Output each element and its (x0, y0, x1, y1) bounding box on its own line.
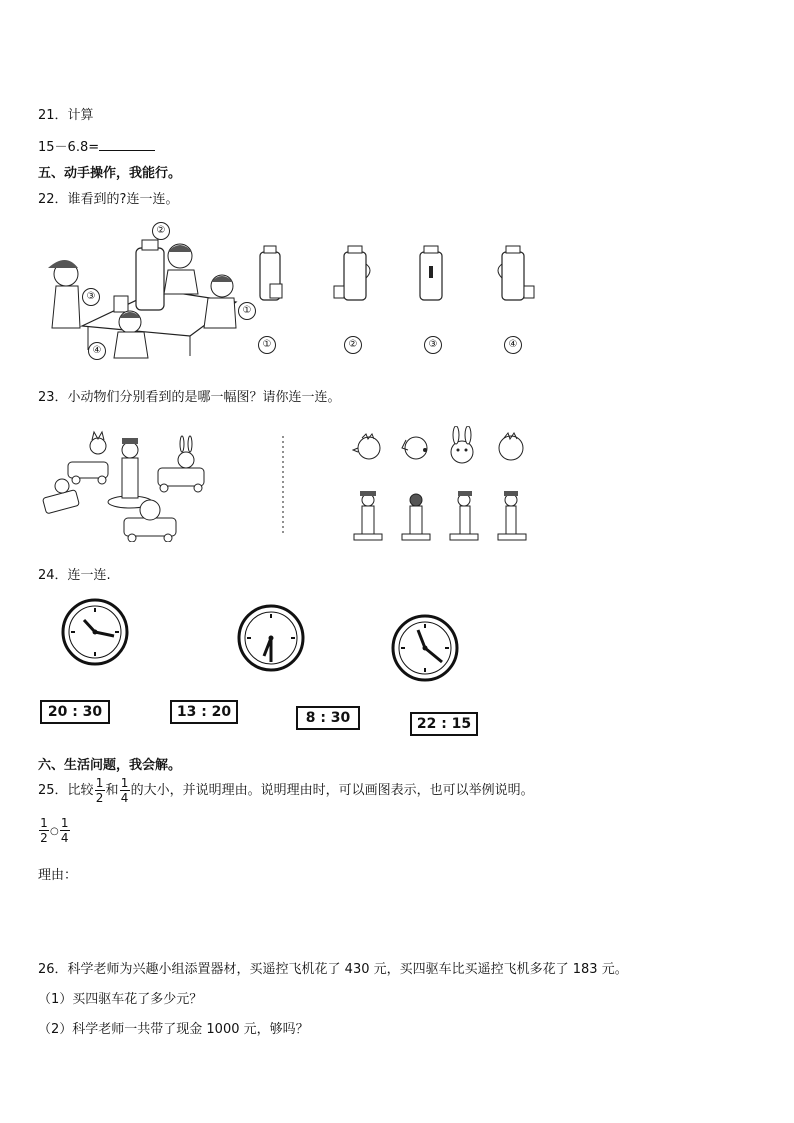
clock-face-1[interactable] (60, 598, 130, 666)
time-box-4[interactable]: 22 : 15 (410, 712, 478, 736)
table-scene-illustration (40, 218, 240, 360)
fraction-one-quarter: $\frac{1}{4}$ (120, 776, 129, 805)
position-label-4: ④ (88, 342, 106, 360)
animal-view-rabbit-icon[interactable] (444, 426, 480, 466)
animal-view-chick-back-icon[interactable] (494, 430, 528, 464)
view-label-2: ② (344, 336, 362, 354)
police-view-3-icon[interactable] (446, 488, 482, 542)
view-option-3-thermos[interactable] (416, 242, 446, 302)
view-label-1: ① (258, 336, 276, 354)
q25-suffix: 的大小，并说明理由。说明理由时，可以画图表示，也可以举例说明。 (130, 783, 534, 798)
police-view-2-icon[interactable] (398, 488, 434, 542)
q26-text: 26．科学老师为兴趣小组添置器材，买遥控飞机花了 430 元，买四驱车比买遥控飞机多花了 183 元。 (38, 962, 628, 977)
animal-view-chick-icon[interactable] (352, 430, 386, 464)
view-option-4-thermos[interactable] (494, 242, 538, 302)
q21-expression (38, 136, 155, 155)
q25-prefix: 25．比较 (38, 783, 94, 798)
q25-reason-label: 理由： (38, 868, 78, 883)
fraction-one-half-compare: $\frac{1}{2}$ (40, 816, 48, 845)
section-5-heading: 五、动手操作，我能行。 (38, 166, 182, 181)
dotted-divider (280, 436, 286, 534)
clock-face-2[interactable] (236, 604, 306, 672)
q21-expr: 15－6.8= (38, 140, 100, 155)
section-6-heading: 六、生活问题，我会解。 (38, 758, 182, 773)
animal-view-puppy-icon[interactable] (398, 430, 432, 464)
q25-comparison (38, 816, 71, 846)
compare-circle[interactable]: ○ (50, 826, 59, 837)
view-label-4: ④ (504, 336, 522, 354)
clock-face-3[interactable] (390, 614, 460, 682)
q26-sub-2: （2）科学老师一共带了现金 1000 元，够吗？ (38, 1022, 309, 1037)
position-label-1: ① (238, 302, 256, 320)
answer-blank[interactable] (99, 138, 155, 151)
q26-sub-1: （1）买四驱车花了多少元？ (38, 992, 203, 1007)
q25-and: 和 (105, 783, 119, 798)
fraction-one-half: $\frac{1}{2}$ (95, 776, 104, 805)
q24-title: 24．连一连. (38, 568, 111, 583)
q25-question (38, 776, 534, 805)
view-label-3: ③ (424, 336, 442, 354)
time-box-3[interactable]: 8 : 30 (296, 706, 360, 730)
q22-title: 22．谁看到的?连一连。 (38, 192, 179, 207)
position-label-3: ③ (82, 288, 100, 306)
q21-title: 21．计算 (38, 108, 94, 123)
time-box-1[interactable]: 20 : 30 (40, 700, 110, 724)
fraction-one-quarter-compare: $\frac{1}{4}$ (60, 816, 69, 845)
animals-in-cars-illustration (40, 424, 220, 542)
q23-title: 23．小动物们分别看到的是哪一幅图？请你连一连。 (38, 390, 341, 405)
police-view-1-icon[interactable] (350, 488, 386, 542)
position-label-2: ② (152, 222, 170, 240)
view-option-2-thermos[interactable] (332, 242, 376, 302)
police-view-4-icon[interactable] (494, 488, 530, 542)
view-option-1-thermos[interactable] (256, 242, 286, 302)
time-box-2[interactable]: 13 : 20 (170, 700, 238, 724)
